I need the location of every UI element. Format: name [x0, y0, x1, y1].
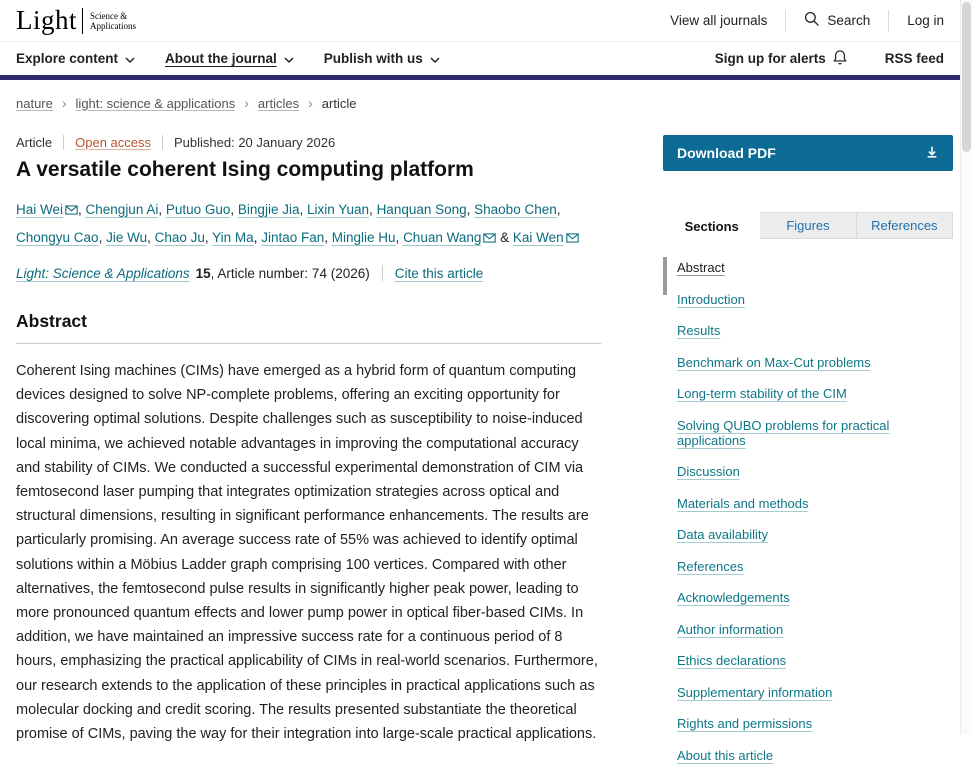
search-button[interactable]: Search — [786, 11, 888, 30]
sidebar-section-about-article[interactable]: About this article — [677, 747, 774, 763]
journal-reference — [16, 265, 601, 281]
author-link[interactable]: Chongyu Cao — [16, 230, 99, 245]
author-link[interactable]: Shaobo Chen — [474, 202, 557, 217]
open-access-link[interactable]: Open access — [75, 135, 151, 150]
sidebar-section-references[interactable]: References — [677, 558, 744, 574]
download-pdf-button[interactable]: Download PDF — [663, 135, 953, 171]
abstract-heading: Abstract — [16, 311, 601, 344]
author-link[interactable]: Yin Ma — [212, 230, 254, 245]
sidebar-section-results[interactable]: Results — [677, 323, 721, 338]
signup-alerts-link[interactable]: Sign up for alerts — [715, 49, 847, 68]
sidebar-section-introduction[interactable]: Introduction — [677, 291, 745, 307]
bell-icon — [833, 49, 847, 68]
breadcrumb-articles[interactable]: articles — [257, 95, 300, 111]
login-link[interactable]: Log in — [907, 13, 944, 28]
cite-this-article-link[interactable]: Cite this article — [394, 265, 484, 281]
breadcrumb-separator-icon — [62, 95, 67, 111]
sidebar-section-discussion[interactable]: Discussion — [677, 464, 740, 479]
logo-title: Light — [16, 5, 77, 35]
author-link[interactable]: Lixin Yuan — [306, 202, 370, 217]
search-icon — [804, 11, 820, 30]
scrollbar-thumb[interactable] — [962, 2, 971, 152]
breadcrumb-separator-icon — [244, 95, 249, 111]
author-link[interactable]: Jintao Fan — [261, 230, 325, 245]
author-link[interactable]: Minglie Hu — [331, 230, 396, 245]
journal-volume: 15 — [195, 265, 211, 281]
chevron-down-icon — [430, 51, 440, 66]
sidebar-section-materials[interactable]: Materials and methods — [677, 495, 809, 511]
chevron-down-icon — [284, 51, 294, 66]
sidebar-section-acknowledgements[interactable]: Acknowledgements — [677, 590, 790, 605]
nav-about-the-journal[interactable]: About the journal — [165, 51, 294, 66]
sidebar-section-abstract[interactable]: Abstract — [677, 260, 725, 275]
sidebar-section-stability[interactable]: Long-term stability of the CIM — [677, 386, 847, 401]
author-link[interactable]: Hanquan Song — [376, 202, 467, 217]
tab-references[interactable]: References — [857, 212, 953, 239]
sidebar-tabs — [663, 212, 953, 239]
sidebar-section-benchmark[interactable]: Benchmark on Max-Cut problems — [677, 354, 871, 370]
tab-figures[interactable]: Figures — [760, 212, 856, 239]
email-icon[interactable] — [65, 203, 78, 218]
meta-divider — [63, 135, 64, 150]
article-main-column — [16, 135, 601, 746]
email-icon[interactable] — [483, 231, 496, 246]
active-section-indicator — [663, 257, 667, 295]
nav-publish-with-us[interactable]: Publish with us — [324, 51, 440, 66]
tab-sections[interactable]: Sections — [663, 212, 760, 239]
journal-link[interactable]: Light: Science & Applications — [16, 265, 190, 281]
sidebar-section-data-availability[interactable]: Data availability — [677, 527, 769, 542]
download-icon — [925, 145, 939, 162]
top-header — [0, 0, 972, 42]
sidebar-section-qubo[interactable]: Solving QUBO problems for practical applications — [677, 417, 890, 448]
breadcrumb-article: article — [321, 95, 357, 111]
meta-divider — [162, 135, 163, 150]
published-date: Published: 20 January 2026 — [174, 135, 336, 150]
sidebar-section-author-information[interactable]: Author information — [677, 621, 784, 637]
view-all-journals-link[interactable]: View all journals — [670, 13, 768, 28]
author-link[interactable]: Kai Wen — [512, 230, 564, 245]
logo-subtitle: Science & Applications — [90, 10, 136, 31]
breadcrumb-journal[interactable]: light: science & applications — [75, 95, 236, 111]
author-link[interactable]: Chao Ju — [154, 230, 205, 245]
author-list: Hai Wei , Chengjun Ai, Putuo Guo, Bingjie Jia, Lixin Yuan, Hanquan Song, Shaobo Chen, Chongyu Cao, Jie Wu, Chao Ju, Yin Ma, Jintao Fan, Minglie Hu, Chuan Wang & Kai Wen — [16, 196, 601, 252]
article-number-info: , Article number: 74 (2026) — [210, 265, 370, 281]
email-icon[interactable] — [566, 231, 579, 246]
logo-divider — [82, 8, 83, 34]
author-link[interactable]: Jie Wu — [106, 230, 148, 245]
sidebar-section-supplementary[interactable]: Supplementary information — [677, 684, 833, 700]
article-meta — [16, 135, 601, 150]
author-link[interactable]: Putuo Guo — [165, 202, 231, 217]
article-type-label: Article — [16, 135, 53, 150]
rss-feed-link[interactable]: RSS feed — [884, 51, 944, 66]
journal-logo[interactable] — [16, 5, 136, 36]
breadcrumb — [0, 80, 972, 111]
article-sidebar — [663, 135, 953, 779]
page-scrollbar[interactable] — [960, 0, 972, 735]
author-link[interactable]: Bingjie Jia — [237, 202, 300, 217]
article-title: A versatile coherent Ising computing platform — [16, 158, 474, 181]
breadcrumb-separator-icon — [308, 95, 313, 111]
nav-explore-content[interactable]: Explore content — [16, 51, 135, 66]
sidebar-section-ethics[interactable]: Ethics declarations — [677, 653, 787, 668]
breadcrumb-nature[interactable]: nature — [16, 95, 53, 111]
author-link[interactable]: Chengjun Ai — [85, 202, 159, 217]
meta-divider — [382, 265, 383, 281]
journal-nav — [0, 42, 972, 80]
author-link[interactable]: Chuan Wang — [403, 230, 482, 245]
sections-list — [663, 260, 953, 763]
abstract-text: Coherent Ising machines (CIMs) have emerged as a hybrid form of quantum computing devices designed to solve NP-complete problems, offering an exciting opportunity for discovering optimal solutions. Despite challenges such as susceptibility to noise-induced local minima, we achieved notable advantages in improving the computational accuracy and stability of CIMs. We conducted a successful experimental demonstration of CIM via femtosecond laser pumping that integrates optimization strategies across optical and structural dimensions, resulting in significant performance enhancements. The results are particularly promising. An average success rate of 55% was achieved to identify optimal solutions within a Möbius Ladder graph comprising 100 vertices. Compared with other alternatives, the femtosecond pulse results in significantly higher peak power, leading to more pronounced quantum effects and lower pump power in optical fiber-based CIMs. In addition, we have maintained an impressive success rate for a continuous period of 8 hours, emphasizing the practical applicability of CIMs in real-world scenarios. Furthermore, our research extends to the application of these principles in practical applications such as molecular docking and credit scoring. The results presented substantiate the theoretical promise of CIMs, paving the way for their integration into large-scale practical applications. — [16, 363, 598, 743]
sidebar-section-rights[interactable]: Rights and permissions — [677, 716, 813, 731]
author-link[interactable]: Hai Wei — [16, 202, 64, 217]
chevron-down-icon — [125, 51, 135, 66]
